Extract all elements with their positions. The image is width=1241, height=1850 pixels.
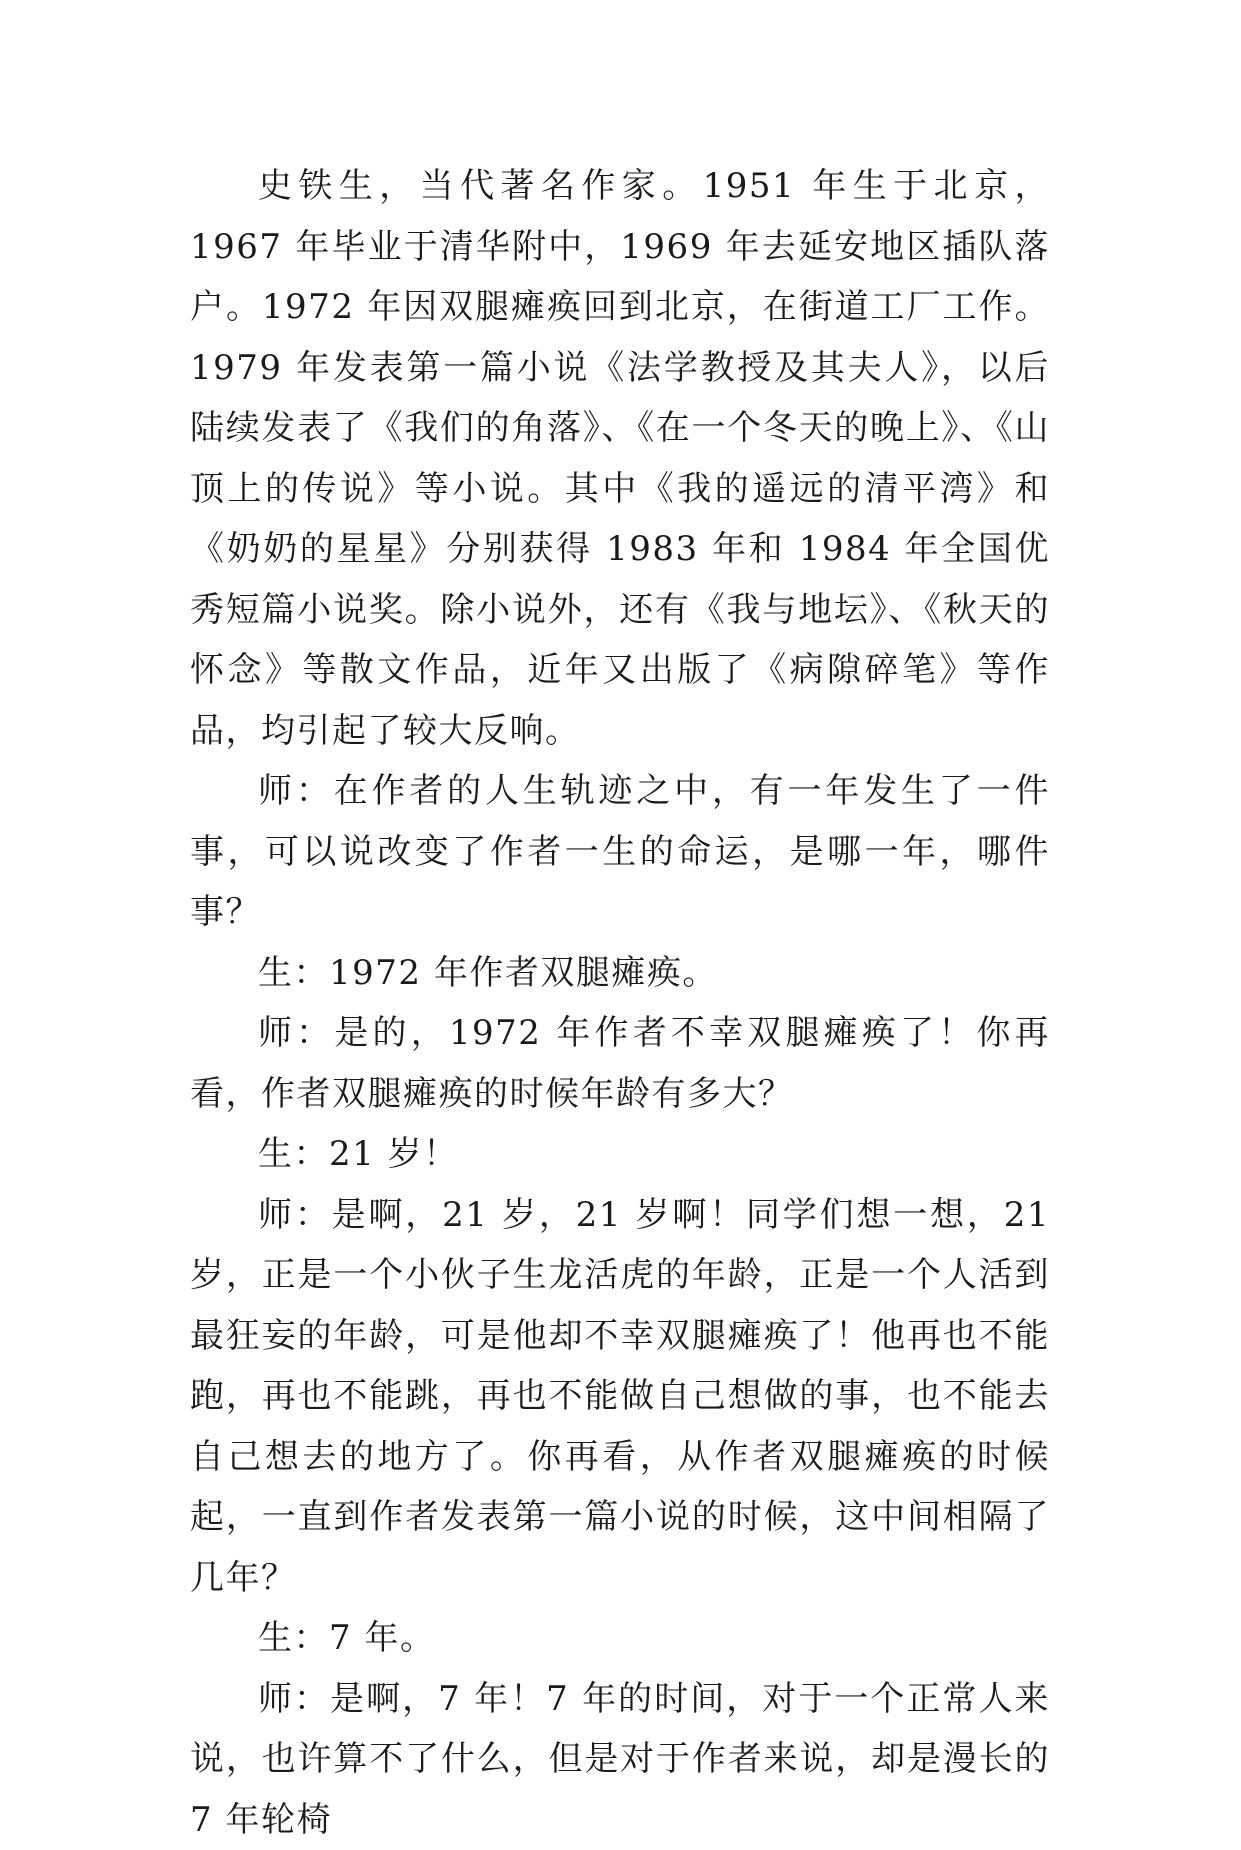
paragraph-student-answer-3: 生：7 年。 [190, 1608, 1050, 1669]
paragraph-author-bio: 史铁生，当代著名作家。1951 年生于北京，1967 年毕业于清华附中，1969 年去延安地区插队落户。1972 年因双腿瘫痪回到北京，在街道工厂工作。1979 年发表第一篇小说《法学教授及其夫人》，以后陆续发表了《我们的角落》、《在一个冬天的晚上》、《山顶上的传说》等小说。其中《我的遥远的清平湾》和《奶奶的星星》分别获得 1983 年和 1984 年全国优秀短篇小说奖。除小说外，还有《我与地坛》、《秋天的怀念》等散文作品，近年又出版了《病隙碎笔》等作品，均引起了较大反响。 [190, 156, 1050, 761]
paragraph-teacher-question-2: 师：是的，1972 年作者不幸双腿瘫痪了！你再看，作者双腿瘫痪的时候年龄有多大？ [190, 1003, 1050, 1124]
paragraph-student-answer-1: 生：1972 年作者双腿瘫痪。 [190, 943, 1050, 1004]
paragraph-teacher-question-3: 师：是啊，21 岁，21 岁啊！同学们想一想，21 岁，正是一个小伙子生龙活虎的年龄，正是一个人活到最狂妄的年龄，可是他却不幸双腿瘫痪了！他再也不能跑，再也不能跳，再也不能做自己想做的事，也不能去自己想去的地方了。你再看，从作者双腿瘫痪的时候起，一直到作者发表第一篇小说的时候，这中间相隔了几年？ [190, 1185, 1050, 1609]
paragraph-teacher-comment: 师：是啊，7 年！7 年的时间，对于一个正常人来说，也许算不了什么，但是对于作者来说，却是漫长的 7 年轮椅 [190, 1669, 1050, 1850]
paragraph-teacher-question-1: 师：在作者的人生轨迹之中，有一年发生了一件事，可以说改变了作者一生的命运，是哪一年，哪件事？ [190, 761, 1050, 943]
document-body [190, 156, 1050, 1850]
paragraph-student-answer-2: 生：21 岁！ [190, 1124, 1050, 1185]
